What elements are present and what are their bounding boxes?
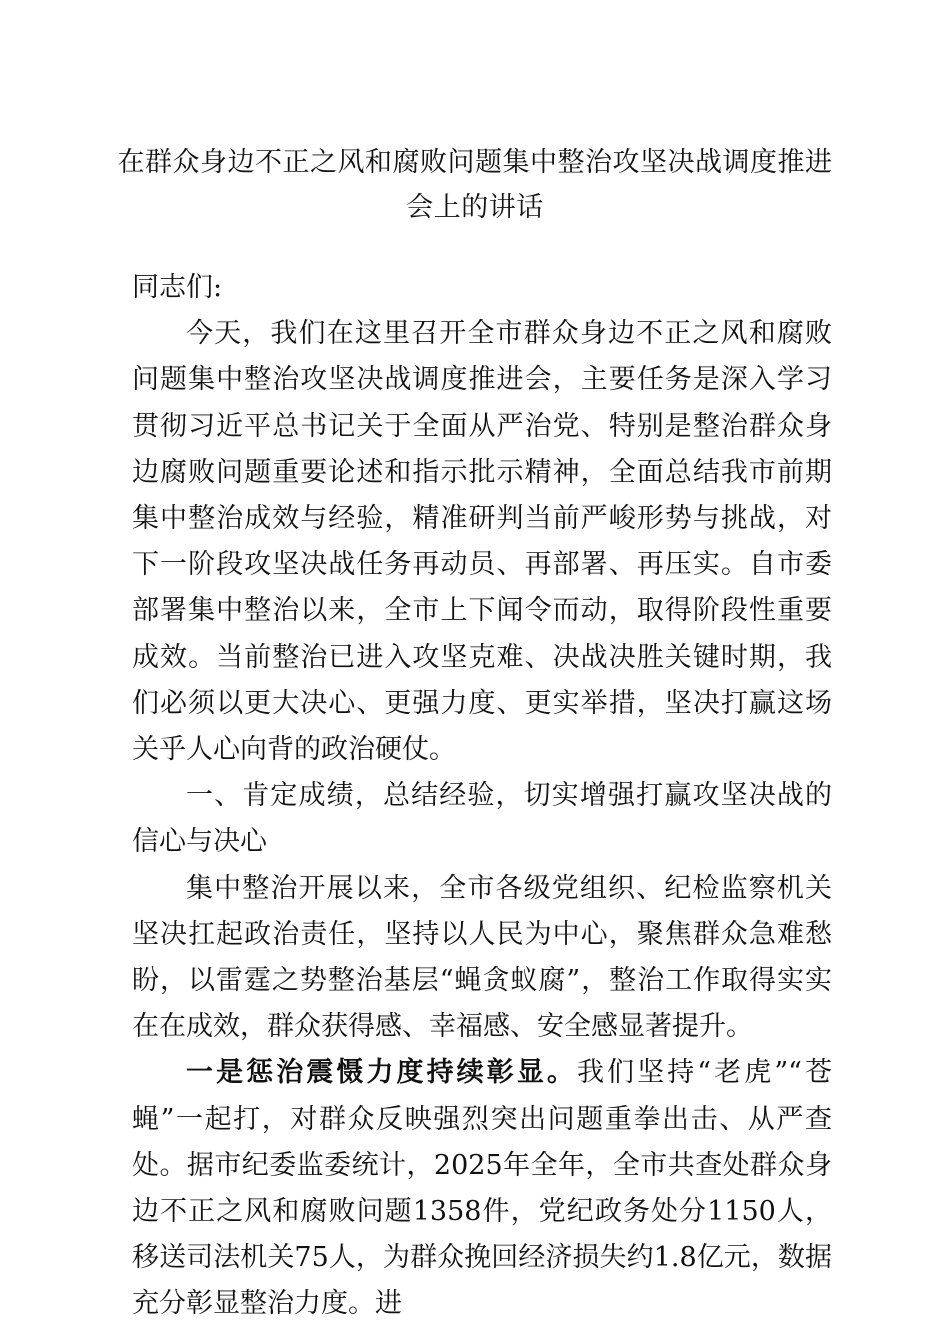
paragraph-section-intro: 集中整治开展以来，全市各级党组织、纪检监察机关坚决扛起政治责任，坚持以人民为中心，聚焦群众急难愁盼，以雷霆之势整治基层“蝇贪蚁腐”，整治工作取得实实在在成效，群众获得感、幸福感、安全感显著提升。 bbox=[132, 872, 832, 1043]
paragraph-opening: 今天，我们在这里召开全市群众身边不正之风和腐败问题集中整治攻坚决战调度推进会，主要任务是深入学习贯彻习近平总书记关于全面从严治党、特别是整治群众身边腐败问题重要论述和指示批示精神，全面总结我市前期集中整治成效与经验，精准研判当前严峻形势与挑战，对下一阶段攻坚决战任务再动员、再部署、再压实。自市委部署集中整治以来，全市上下闻令而动，取得阶段性重要成效。当前整治已进入攻坚克难、决战决胜关键时期，我们必须以更大决心、更强力度、更实举措，坚决打赢这场关乎人心向背的政治硬仗。 bbox=[132, 318, 832, 766]
point-one-lead: 一是惩治震慑力度持续彰显。 bbox=[186, 1057, 577, 1089]
document-body bbox=[132, 265, 832, 1328]
section-heading-one: 一、肯定成绩，总结经验，切实增强打赢攻坚决战的信心与决心 bbox=[132, 780, 832, 858]
document-title: 在群众身边不正之风和腐败问题集中整治攻坚决战调度推进会上的讲话 bbox=[117, 147, 833, 223]
point-one-text: 我们坚持“老虎”“苍蝇”一起打，对群众反映强烈突出问题重拳出击、从严查处。据市纪委监委统计，2025年全年，全市共查处群众身边不正之风和腐败问题1358件，党纪政务处分1150人，移送司法机关75人，为群众挽回经济损失约1.8亿元，数据充分彰显整治力度。进 bbox=[132, 1057, 832, 1320]
paragraph-point-one bbox=[132, 1050, 832, 1327]
salutation: 同志们: bbox=[132, 272, 223, 303]
